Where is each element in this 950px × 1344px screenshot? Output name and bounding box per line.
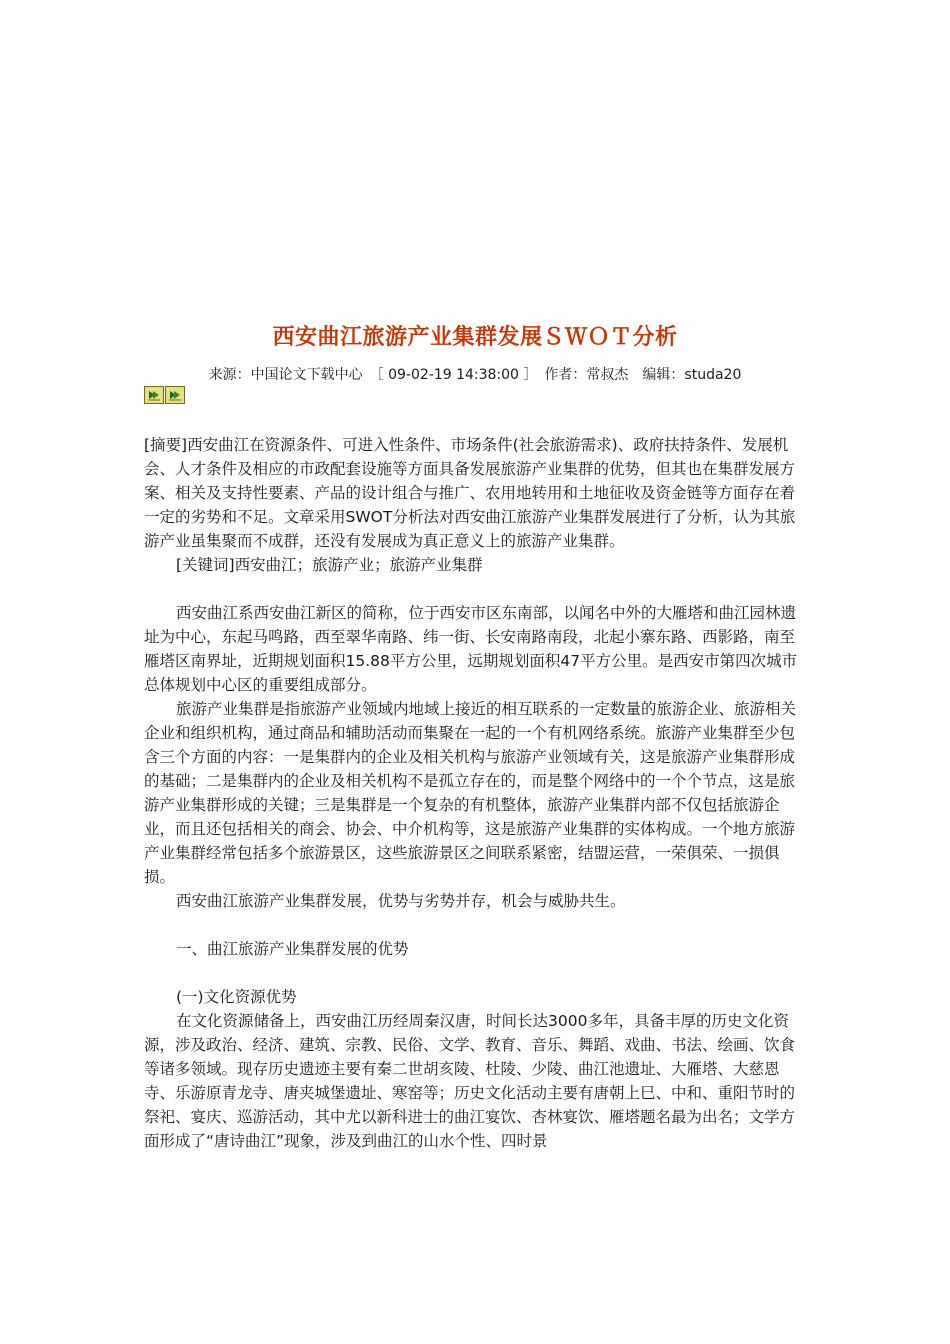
article-meta-line: 来源：中国论文下载中心 ［ 09-02-19 14:38:00 ］ 作者：常叔杰 编辑：studa20 (208, 367, 742, 383)
article-body (144, 433, 808, 1153)
body-paragraph-4: 在文化资源储备上，西安曲江历经周秦汉唐，时间长达3000多年，具备丰厚的历史文化资源，涉及政治、经济、建筑、宗教、民俗、文学、教育、音乐、舞蹈、戏曲、书法、绘画、饮食等诸多领域。现存历史遗迹主要有秦二世胡亥陵、杜陵、少陵、曲江池遗址、大雁塔、大慈恩寺、乐游原青龙寺、唐夹城堡遗址、寒窑等；历史文化活动主要有唐朝上巳、中和、重阳节时的祭祀、宴庆、巡游活动，其中尤以新科进士的曲江宴饮、杏林宴饮、雁塔题名最为出名；文学方面形成了“唐诗曲江”现象，涉及到曲江的山水个性、四时景 (144, 1012, 796, 1150)
keywords-paragraph: [关键词]西安曲江；旅游产业；旅游产业集群 (176, 556, 483, 574)
page-nav-icons (144, 386, 185, 404)
abstract-paragraph: [摘要]西安曲江在资源条件、可进入性条件、市场条件(社会旅游需求)、政府扶持条件、发展机会、人才条件及相应的市政配套设施等方面具备发展旅游产业集群的优势，但其也在集群发展方案、相关及支持性要素、产品的设计组合与推广、农用地转用和土地征收及资金链等方面存在着一定的劣势和不足。文章采用SWOT分析法对西安曲江旅游产业集群发展进行了分析，认为其旅游产业虽集聚而不成群，还没有发展成为真正意义上的旅游产业集群。 (144, 436, 796, 550)
body-paragraph-1: 西安曲江系西安曲江新区的简称，位于西安市区东南部，以闻名中外的大雁塔和曲江园林遗址为中心，东起马鸣路，西至翠华南路、纬一街、长安南路南段，北起小寨东路、西影路，南至雁塔区南界址，近期规划面积15.88平方公里，远期规划面积47平方公里。是西安市第四次城市总体规划中心区的重要组成部分。 (144, 604, 798, 694)
body-paragraph-3: 西安曲江旅游产业集群发展，优势与劣势并存，机会与威胁共生。 (176, 892, 626, 910)
body-paragraph-2: 旅游产业集群是指旅游产业领域内地域上接近的相互联系的一定数量的旅游企业、旅游相关企业和组织机构，通过商品和辅助活动而集聚在一起的一个有机网络系统。旅游产业集群至少包含三个方面的内容：一是集群内的企业及相关机构与旅游产业领域有关，这是旅游产业集群形成的基础；二是集群内的企业及相关机构不是孤立存在的，而是整个网络中的一个个节点，这是旅游产业集群形成的关键；三是集群是一个复杂的有机整体，旅游产业集群内部不仅包括旅游企业，而且还包括相关的商会、协会、中介机构等，这是旅游产业集群的实体构成。一个地方旅游产业集群经常包括多个旅游景区，这些旅游景区之间联系紧密，结盟运营，一荣俱荣、一损俱损。 (144, 700, 797, 886)
section-heading-1: 一、曲江旅游产业集群发展的优势 (176, 940, 409, 958)
article-title: 西安曲江旅游产业集群发展ＳＷＯＴ分析 (272, 325, 678, 350)
spacer (144, 913, 808, 937)
prev-page-arrow-icon[interactable] (144, 386, 164, 404)
subsection-heading-1-1: (一)文化资源优势 (176, 988, 297, 1006)
spacer (144, 577, 808, 601)
spacer (144, 961, 808, 985)
next-page-arrow-icon[interactable] (165, 386, 185, 404)
